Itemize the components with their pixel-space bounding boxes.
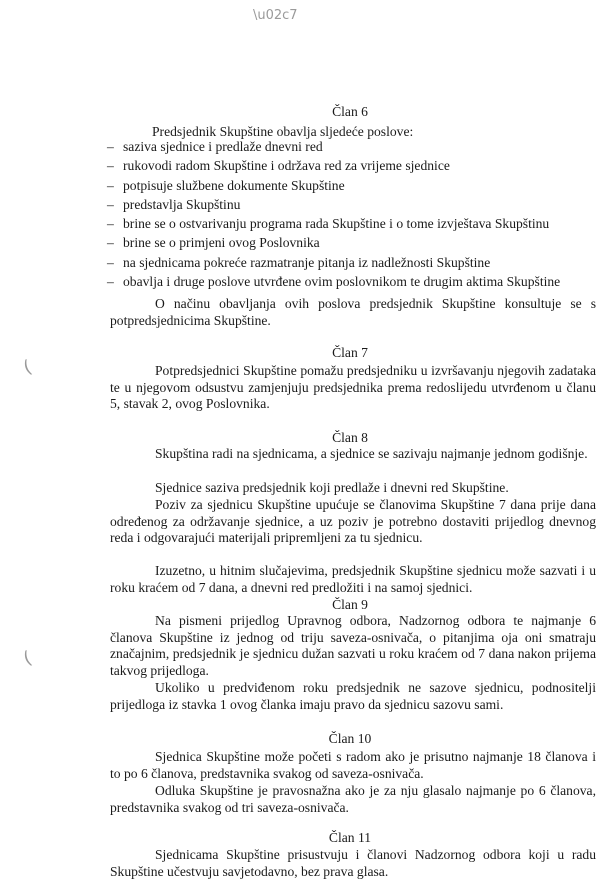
article-paragraph: Potpredsjednici Skupštine pomažu predsjedniku u izvršavanju njegovih zadataka te u njegovom odsustvu zamjenjuju predsjednika prema redoslijedu utvrđenom u članu 5, stavak 2, ovog Poslovnika. bbox=[110, 363, 596, 412]
article-6-closing: O načinu obavljanja ovih poslova predsjednik Skupštine konsultuje se s potpredsjednicima Skupštine. bbox=[110, 296, 596, 328]
article-paragraph: Poziv za sjednicu Skupštine upućuje se članovima Skupštine 7 dana prije dana određenog za održavanje sjednice, a uz poziv je potrebno dostaviti prijedlog dnevnog reda i odgovarajući materijali pripremljeni za tu sjednicu. bbox=[110, 497, 596, 546]
scan-mark-top: \u02c7 bbox=[253, 8, 298, 23]
article-heading: Član 8 bbox=[332, 430, 368, 445]
list-item: – rukovodi radom Skupštine i održava red za vrijeme sjednice bbox=[107, 156, 597, 175]
article-6-intro: Predsjednik Skupštine obavlja sljedeće poslove: bbox=[152, 124, 414, 139]
article-paragraph: Na pismeni prijedlog Upravnog odbora, Nadzornog odbora te najmanje 6 članova Skupštine iz jednog od triju saveza-osnivača, o pitanjima oja oni smatraju značajnim, predsjednik je sjednicu dužan sazvati u roku kraćem od 7 dana nakon prijema takvog prijedloga. bbox=[110, 613, 596, 679]
list-item: – brine se o ostvarivanju programa rada Skupštine i o tome izvještava Skupštinu bbox=[107, 214, 597, 233]
binder-hole-mark-1: ( bbox=[20, 356, 35, 379]
article-paragraph: Sjednicama Skupštine prisustvuju i članovi Nadzornog odbora koji u radu Skupštine učestvuju savjetodavno, bez prava glasa. bbox=[110, 847, 596, 879]
article-heading: Član 9 bbox=[332, 597, 368, 612]
article-paragraph: Sjednica Skupštine može početi s radom ako je prisutno najmanje 18 članova i to po 6 članova, predstavnika svakog od saveza-osnivača. bbox=[110, 749, 596, 781]
binder-hole-mark-2: ( bbox=[20, 647, 35, 670]
article-heading: Član 6 bbox=[332, 104, 368, 119]
article-paragraph: Ukoliko u predviđenom roku predsjednik ne sazove sjednicu, podnositelji prijedloga iz stavka 1 ovog članka imaju pravo da sjednicu sazovu sami. bbox=[110, 680, 596, 712]
list-item: – predstavlja Skupštinu bbox=[107, 195, 597, 214]
article-heading: Član 11 bbox=[328, 830, 372, 845]
article-6-duty-list bbox=[107, 137, 597, 291]
list-item: – potpisuje službene dokumente Skupštine bbox=[107, 176, 597, 195]
list-item: – na sjednicama pokreće razmatranje pitanja iz nadležnosti Skupštine bbox=[107, 253, 597, 272]
article-paragraph: Odluka Skupštine je pravosnažna ako je za nju glasalo najmanje po 6 članova, predstavnika svakog od tri saveza-osnivača. bbox=[110, 783, 596, 815]
article-paragraph: Sjednice saziva predsjednik koji predlaže i dnevni red Skupštine. bbox=[155, 480, 509, 495]
article-heading: Član 7 bbox=[332, 345, 368, 360]
list-item: – saziva sjednice i predlaže dnevni red bbox=[107, 137, 597, 156]
article-heading: Član 10 bbox=[328, 731, 372, 746]
article-paragraph: Izuzetno, u hitnim slučajevima, predsjednik Skupštine sjednicu može sazvati i u roku kraćem od 7 dana, a dnevni red predložiti i na samoj sjednici. bbox=[110, 563, 596, 595]
article-paragraph: Skupština radi na sjednicama, a sjednice se sazivaju najmanje jednom godišnje. bbox=[155, 446, 588, 461]
list-item: – obavlja i druge poslove utvrđene ovim poslovnikom te drugim aktima Skupštine bbox=[107, 272, 597, 291]
list-item: – brine se o primjeni ovog Poslovnika bbox=[107, 233, 597, 252]
